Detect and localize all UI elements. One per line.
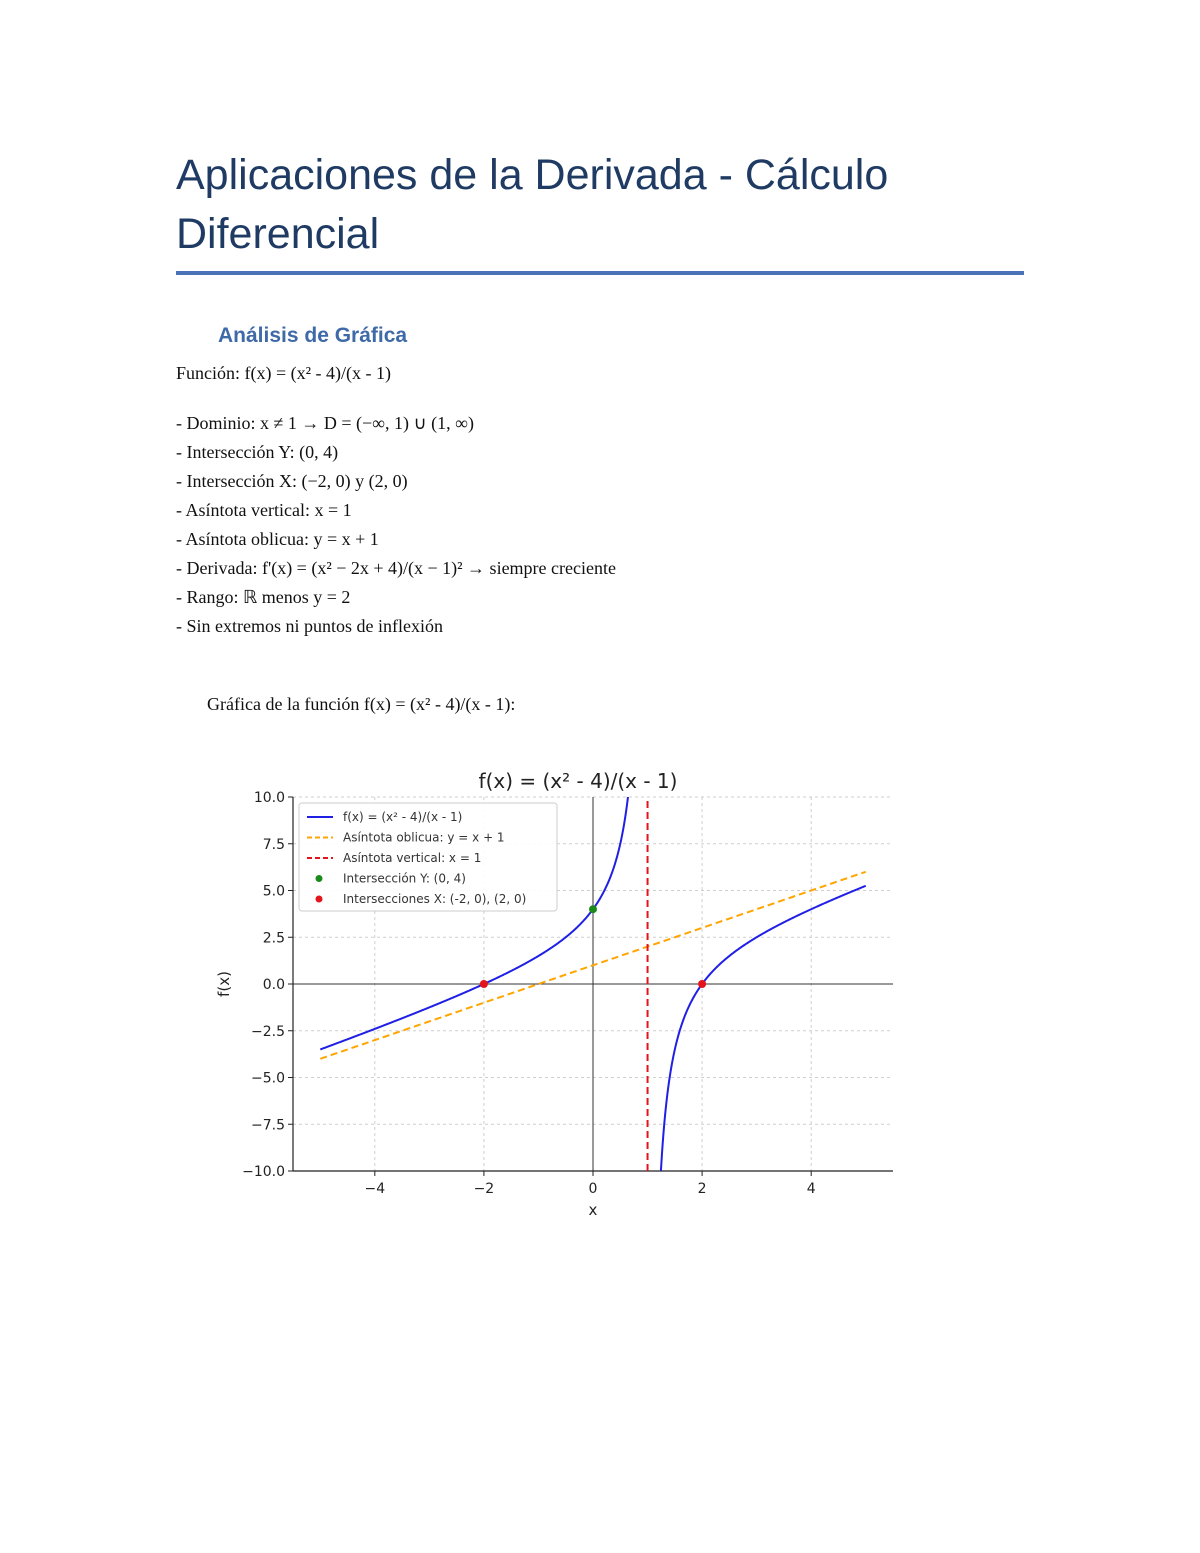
- y-tick-label-7: 7.5: [262, 836, 285, 853]
- x-intercept-point-0: [480, 980, 488, 988]
- analysis-item-y-intercept: - Intersección Y: (0, 4): [176, 442, 339, 462]
- page-title: Aplicaciones de la Derivada - Cálculo Diferencial: [176, 151, 889, 258]
- legend-label-3: Intersección Y: (0, 4): [343, 871, 466, 886]
- y-tick-label-4: 0.0: [262, 977, 285, 993]
- section-heading: Análisis de Gráfica: [218, 324, 408, 347]
- analysis-item-oblique-asymptote: - Asíntota oblicua: y = x + 1: [176, 529, 379, 549]
- legend-label-4: Intersecciones X: (-2, 0), (2, 0): [343, 892, 527, 906]
- analysis-item-range: - Rango: ℝ menos y = 2: [176, 587, 351, 607]
- y-tick-label-1: −7.5: [251, 1117, 285, 1134]
- y-tick-label-2: −5.0: [251, 1070, 285, 1087]
- analysis-item-derivative: - Derivada: f'(x) = (x² − 2x + 4)/(x − 1)² → siempre creciente: [176, 558, 616, 578]
- y-tick-label-0: −10.0: [242, 1164, 285, 1180]
- legend-marker-3: [316, 875, 323, 882]
- x-tick-label-4: 4: [806, 1181, 816, 1197]
- analysis-item-domain: - Dominio: x ≠ 1 → D = (−∞, 1) ∪ (1, ∞): [176, 413, 474, 433]
- x-tick-label-2: 0: [588, 1181, 598, 1197]
- analysis-item-vertical-asymptote: - Asíntota vertical: x = 1: [176, 500, 352, 520]
- x-tick-label-0: −4: [364, 1181, 386, 1197]
- y-tick-label-5: 2.5: [262, 930, 285, 947]
- y-tick-label-8: 10.0: [253, 790, 285, 806]
- x-tick-label-1: −2: [473, 1181, 495, 1197]
- y-axis-title: f(x): [215, 971, 233, 997]
- function-chart: [205, 762, 915, 1222]
- legend-marker-4: [316, 896, 323, 903]
- analysis-item-x-intercepts: - Intersección X: (−2, 0) y (2, 0): [176, 471, 408, 491]
- y-tick-label-6: 5.0: [262, 883, 285, 900]
- y-tick-label-3: −2.5: [251, 1023, 285, 1040]
- y-intercept-point: [589, 905, 597, 913]
- x-axis-title: x: [588, 1201, 598, 1219]
- chart-svg: [205, 762, 915, 1222]
- x-tick-label-3: 2: [697, 1181, 707, 1197]
- chart-legend: [299, 803, 557, 911]
- function-definition: Función: f(x) = (x² - 4)/(x - 1): [176, 363, 391, 383]
- analysis-item-extrema: - Sin extremos ni puntos de inflexión: [176, 616, 443, 636]
- legend-label-1: Asíntota oblicua: y = x + 1: [343, 830, 505, 845]
- legend-label-2: Asíntota vertical: x = 1: [343, 851, 482, 865]
- legend-label-0: f(x) = (x² - 4)/(x - 1): [343, 810, 463, 824]
- title-underline: [176, 271, 1024, 275]
- chart-title: f(x) = (x² - 4)/(x - 1): [478, 769, 678, 793]
- x-intercept-point-1: [698, 980, 706, 988]
- graph-caption: Gráfica de la función f(x) = (x² - 4)/(x - 1):: [207, 694, 516, 714]
